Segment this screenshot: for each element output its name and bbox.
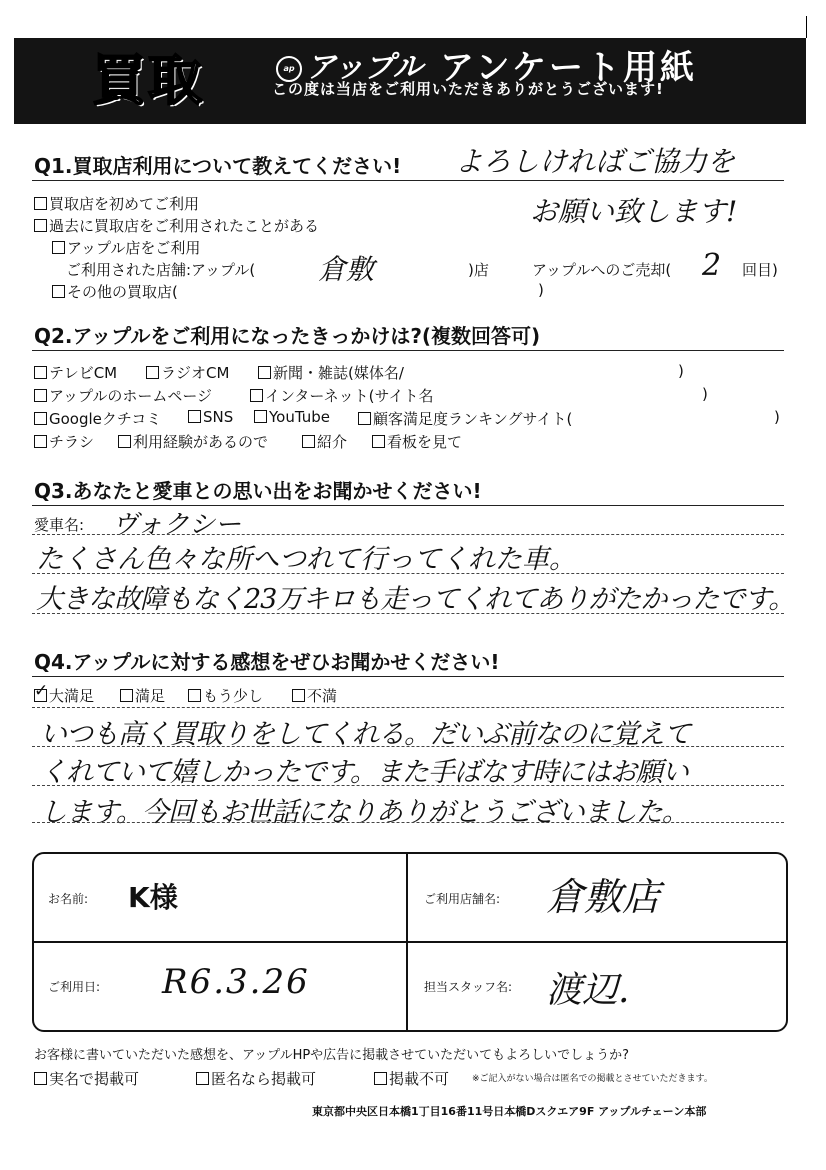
date-value: R6.3.26: [162, 962, 310, 1002]
checkbox[interactable]: [34, 435, 47, 448]
q1-option-other[interactable]: [52, 281, 178, 302]
q4-line-4: [32, 822, 784, 823]
checkbox[interactable]: [52, 285, 65, 298]
q2-option-ranking[interactable]: [358, 408, 572, 429]
q2-title: Q2.アップルをご利用になったきっかけは?(複数回答可): [34, 324, 541, 348]
checkbox[interactable]: [196, 1072, 209, 1085]
publish-question: お客様に書いていただいた感想を、アップルHPや広告に掲載させていただいてもよろしいでしょうか?: [34, 1048, 630, 1063]
q4-line-1: [32, 707, 784, 708]
card-horizontal-divider: [32, 941, 786, 943]
checkbox[interactable]: [52, 241, 65, 254]
staff-value: 渡辺.: [546, 970, 630, 1011]
q1-store-suffix: )店: [468, 261, 489, 279]
q4-option-satisfied[interactable]: [120, 685, 165, 706]
checkbox-checked[interactable]: [34, 681, 49, 702]
checkbox[interactable]: [34, 366, 47, 379]
q1-rule: [32, 180, 784, 181]
q4-answer-line-3: します。今回もお世話になりありがとうございました。: [40, 797, 688, 828]
q4-rule: [32, 676, 784, 677]
q3-car-label: 愛車名:: [34, 516, 85, 534]
q2-option-label: 利用経験があるので: [133, 433, 269, 451]
q2-option-experience[interactable]: [118, 431, 268, 452]
q1-option-other-label: その他の買取店(: [67, 283, 178, 301]
q2-option-label: Googleクチコミ: [49, 410, 162, 428]
q1-hand-note-2: お願い致します!: [530, 195, 738, 228]
q2-option-radiocm[interactable]: [146, 362, 229, 383]
checkbox[interactable]: [118, 435, 131, 448]
checkbox[interactable]: [188, 689, 201, 702]
checkbox[interactable]: [250, 389, 263, 402]
q2-option-label: 顧客満足度ランキングサイト(: [373, 410, 573, 428]
q1-option-first[interactable]: [34, 193, 199, 214]
q2-option-label: YouTube: [269, 408, 330, 426]
q1-count-value: 2: [702, 248, 722, 283]
q2-rule: [32, 350, 784, 351]
checkbox[interactable]: [34, 412, 47, 425]
q1-count-suffix: 回目): [742, 261, 778, 279]
publish-note: ※ご記入がない場合は匿名での掲載とさせていただきます。: [472, 1074, 713, 1084]
checkbox[interactable]: [34, 1072, 47, 1085]
q3-line-2: [32, 573, 784, 574]
checkbox[interactable]: [254, 410, 267, 423]
name-value: K様: [128, 881, 178, 914]
q2-option-label: チラシ: [49, 433, 95, 451]
q4-option-label: 満足: [135, 687, 166, 705]
q2-option-label: 新聞・雑誌(媒体名/: [273, 364, 404, 382]
q2-option-flyer[interactable]: [34, 431, 94, 452]
checkbox[interactable]: [34, 197, 47, 210]
publish-option-label: 実名で掲載可: [49, 1070, 140, 1088]
q1-option-past-label: 過去に買取店をご利用されたことがある: [49, 217, 320, 235]
q3-car-value: ヴォクシー: [112, 510, 241, 540]
checkbox[interactable]: [374, 1072, 387, 1085]
q3-answer-line-1: たくさん色々な所へつれて行ってくれた車。: [36, 544, 576, 575]
company-address: 東京都中央区日本橋1丁目16番11号日本橋Dスクエア9F アップルチェーン本部: [312, 1105, 707, 1118]
q4-answer-line-1: いつも高く買取りをしてくれる。だいぶ前なのに覚えて: [40, 719, 690, 750]
q2-option-internet[interactable]: [250, 385, 433, 406]
q1-count-label: アップルへのご売却(: [532, 261, 672, 279]
q4-option-dissatisfied[interactable]: [292, 685, 337, 706]
q2-row2-close: ): [702, 385, 708, 403]
q4-option-very-satisfied[interactable]: [34, 681, 95, 706]
q2-option-sns[interactable]: [188, 408, 233, 426]
staff-label: 担当スタッフ名:: [424, 980, 513, 994]
q1-option-first-label: 買取店を初めてご利用: [49, 195, 200, 213]
q1-option-apple[interactable]: [52, 237, 200, 258]
publish-option-label: 掲載不可: [389, 1070, 450, 1088]
publish-option-label: 匿名なら掲載可: [211, 1070, 317, 1088]
q2-option-label: SNS: [203, 408, 234, 426]
q2-option-referral[interactable]: [302, 431, 347, 452]
checkbox[interactable]: [34, 389, 47, 402]
brand-text: アップル: [306, 50, 423, 85]
checkbox[interactable]: [188, 410, 201, 423]
q2-option-label: 看板を見て: [387, 433, 463, 451]
name-label: お名前:: [48, 892, 89, 906]
checkbox[interactable]: [34, 219, 47, 232]
q1-hand-note-1: よろしければご協力を: [455, 145, 736, 178]
store-value: 倉敷店: [546, 875, 661, 919]
q2-option-homepage[interactable]: [34, 385, 212, 406]
q2-option-youtube[interactable]: [254, 408, 330, 426]
apple-logo-icon: ap: [276, 56, 302, 82]
q2-option-label: インターネット(サイト名: [265, 387, 434, 405]
q3-line-3: [32, 613, 784, 614]
q2-option-label: ラジオCM: [161, 364, 230, 382]
q4-line-3: [32, 785, 784, 786]
q4-option-label: 大満足: [49, 687, 95, 705]
q4-answer-line-2: くれていて嬉しかったです。また手ばなす時にはお願い: [40, 757, 688, 788]
checkbox[interactable]: [258, 366, 271, 379]
checkbox[interactable]: [120, 689, 133, 702]
q1-store-label: ご利用された店舗:アップル(: [66, 261, 256, 279]
checkbox[interactable]: [146, 366, 159, 379]
q1-title: Q1.買取店利用について教えてください!: [34, 154, 402, 178]
q2-row3-close: ): [774, 408, 780, 426]
q4-option-somewhat[interactable]: [188, 685, 263, 706]
q2-row1-close: ): [678, 362, 684, 380]
checkbox[interactable]: [302, 435, 315, 448]
q1-store-value: 倉敷: [318, 253, 375, 286]
q2-option-label: 紹介: [317, 433, 348, 451]
publish-option-realname[interactable]: [34, 1068, 139, 1089]
q4-option-label: 不満: [307, 687, 338, 705]
header-kanji-logo: 買取: [92, 49, 204, 112]
q3-line-1: [32, 534, 784, 535]
publish-option-none[interactable]: [374, 1068, 449, 1089]
publish-option-anonymous[interactable]: [196, 1068, 316, 1089]
q1-option-apple-label: アップル店をご利用: [67, 239, 201, 257]
check-mark-icon: ✓: [34, 681, 49, 701]
q3-title: Q3.あなたと愛車との思い出をお聞かせください!: [34, 479, 482, 503]
checkbox[interactable]: [292, 689, 305, 702]
q2-option-google[interactable]: [34, 408, 161, 429]
q2-option-label: テレビCM: [49, 364, 118, 382]
q1-option-past[interactable]: [34, 215, 319, 236]
crop-mark: [806, 16, 807, 38]
store-label: ご利用店舗名:: [424, 892, 501, 906]
q4-option-label: もう少し: [203, 687, 264, 705]
checkbox[interactable]: [358, 412, 371, 425]
form-title: アンケート用紙: [440, 48, 697, 88]
checkbox[interactable]: [372, 435, 385, 448]
q1-other-close: ): [538, 281, 544, 299]
q2-option-newspaper[interactable]: [258, 362, 404, 383]
q4-line-2: [32, 746, 784, 747]
q2-option-label: アップルのホームページ: [49, 387, 213, 405]
date-label: ご利用日:: [48, 980, 101, 994]
q3-answer-line-2: 大きな故障もなく23万キロも走ってくれてありがたかったです。: [36, 584, 795, 615]
form-subtitle: この度は当店をご利用いただきありがとうございます!: [272, 80, 664, 98]
q2-option-tvcm[interactable]: [34, 362, 117, 383]
q4-title: Q4.アップルに対する感想をぜひお聞かせください!: [34, 650, 500, 674]
q2-option-signboard[interactable]: [372, 431, 462, 452]
